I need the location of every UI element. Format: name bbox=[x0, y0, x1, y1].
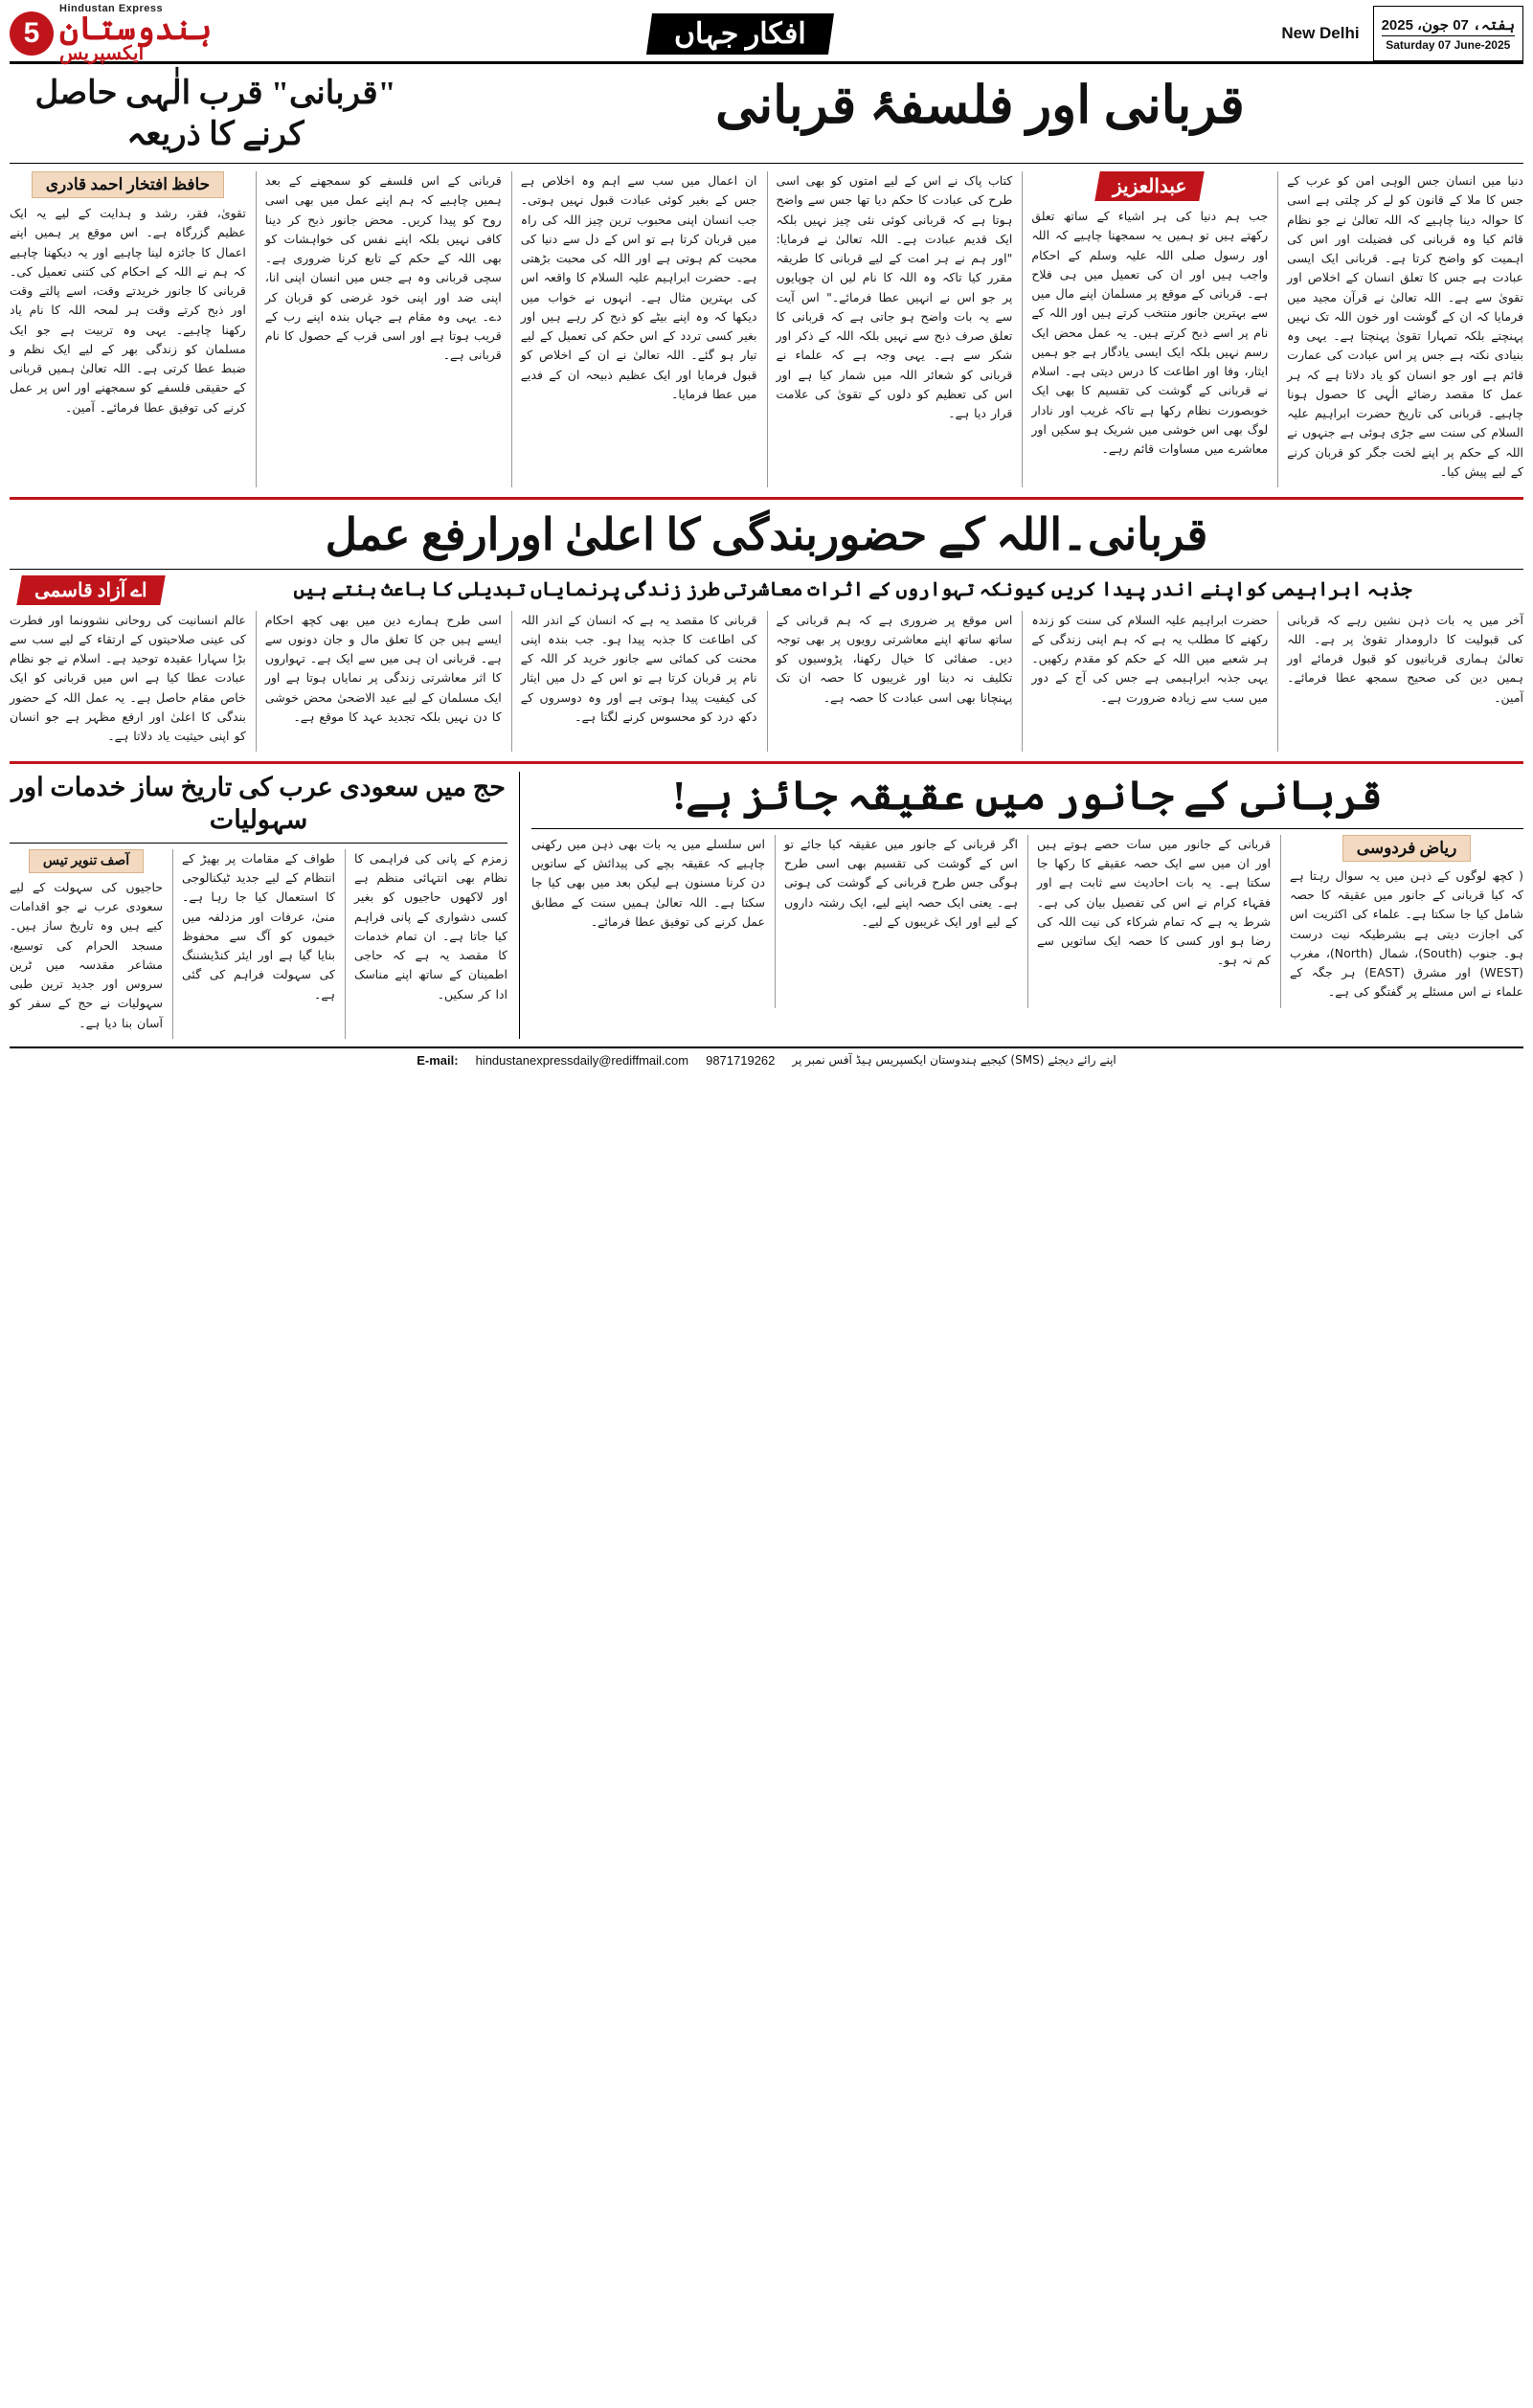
article2-byline: اے آزاد قاسمی bbox=[16, 575, 165, 605]
article-hajj-services bbox=[10, 772, 507, 1039]
article1-byline: عبدالعزیز bbox=[1094, 171, 1205, 201]
article4-column-1 bbox=[345, 849, 507, 1039]
page-footer bbox=[10, 1046, 1523, 1068]
article2-column-6 bbox=[10, 611, 246, 753]
article1-col1-text: دنیا میں انسان جس الوہی امن کو عرب کے جس کا ملا کے قانون کو لے کر چلتی ہے اسی کا حوالہ دینا چاہیے کہ اللہ تعالیٰ نے جو نظام قائم کیا وہ قربانی کی فضیلت اور اس کی اہمیت کو واضح کرتا ہے۔ قربانی ایک ایسی عبادت ہے جس کا تعلق انسان کے اخلاص اور تقویٰ سے ہے۔ اللہ تعالیٰ نے قرآن مجید میں فرمایا کہ ان کے گوشت اور خون اللہ تک نہیں پہنچتے بلکہ تمہارا تقویٰ پہنچتا ہے۔ یہی وہ بنیادی نکتہ ہے جس پر اس عبادت کی عمارت قائم ہے اور جو انسان کو یاد دلاتا ہے کہ ہر عمل کا مقصد رضائے الٰہی کا حصول ہونا چاہیے۔ قربانی کی تاریخ حضرت ابراہیم علیہ السلام کی سنت سے جڑی ہوئی ہے جنہوں نے اللہ کے حکم پر اپنے لخت جگر کو قربان کرنے کے لیے پیش کیا۔ bbox=[1287, 173, 1523, 479]
article4-column-3 bbox=[10, 849, 163, 1039]
masthead-right bbox=[10, 2, 213, 65]
article1-col6-text: تقویٰ، فقر، رشد و ہدایت کے لیے یہ ایک عظیم گزرگاہ ہے۔ اس موقع پر ہمیں اپنے اعمال کا جائزہ لینا چاہیے اور یہ دیکھنا چاہیے کہ ہم نے اللہ کے احکام کی کتنی تعمیل کی۔ قربانی کا جانور خریدتے وقت، اسے پالتے وقت اور ذبح کرتے وقت ہر لمحہ اللہ کا نام یاد رکھنا چاہیے۔ یہی وہ تربیت ہے جو ایک مسلمان کو زندگی بھر کے لیے ایک نظم و ضبط عطا کرتی ہے۔ اللہ تعالیٰ ہمیں قربانی کے حقیقی فلسفے کو سمجھنے اور اس پر عمل کرنے کی توفیق عطا فرمائے۔ آمین۔ bbox=[10, 206, 246, 415]
article-qurbani-philosophy bbox=[10, 74, 1523, 487]
article2-col-b: حضرت ابراہیم علیہ السلام کی سنت کو زندہ رکھنے کا مطلب یہ ہے کہ ہم اپنی زندگی کے ہر شعبے میں اللہ کے حکم کو مقدم رکھیں۔ یہی جذبہ ابراہیمی ہے جس کی آج کے دور میں سب سے زیادہ ضرورت ہے۔ bbox=[1031, 612, 1269, 705]
logo-urdu-line1: ہندوستان bbox=[59, 11, 213, 47]
masthead-left bbox=[1268, 6, 1523, 61]
article3-column-3 bbox=[775, 835, 1018, 1008]
article3-byline: ریاض فردوسی bbox=[1342, 835, 1472, 862]
newspaper-page bbox=[0, 2, 1533, 2408]
article2-column-1 bbox=[1277, 611, 1523, 753]
article2-col-f: عالم انسانیت کی روحانی نشوونما اور فطرت کی عینی صلاحیتوں کے ارتقاء کے لیے سب سے بڑا سہارا عقیدہ توحید ہے۔ اسلام نے جو نظام عبادت عطا کیا ہے اس میں قربانی کو ایک خاص مقام حاصل ہے۔ یہ عمل اللہ کے حضور بندگی کا اعلیٰ اور ارفع مظہر ہے جو انسان کو اپنی حیثیت یاد دلاتا ہے۔ bbox=[10, 612, 246, 743]
article2-column-5 bbox=[256, 611, 502, 753]
city-label: New Delhi bbox=[1281, 24, 1360, 42]
article3-column-1 bbox=[1280, 835, 1523, 1008]
article2-column-2 bbox=[1022, 611, 1268, 753]
article1-column-6 bbox=[10, 171, 246, 487]
article4-col3-text: زمزم کے پانی کی فراہمی کا نظام بھی انتہائی منظم ہے اور لاکھوں حاجیوں کو بغیر کسی دشواری کے پانی فراہم کیا جاتا ہے۔ ان تمام خدمات کا مقصد یہ ہے کہ حاجی اطمینان کے ساتھ اپنے مناسک ادا کر سکیں۔ bbox=[354, 850, 507, 1001]
article2-col-d: قربانی کا مقصد یہ ہے کہ انسان کے اندر اللہ کی اطاعت کا جذبہ پیدا ہو۔ جب بندہ اپنی محنت کی کمائی سے جانور خرید کر اللہ کے نام پر قربان کرتا ہے تو اس کے دل میں ایثار کی کیفیت پیدا ہوتی ہے اور وہ دوسروں کے دکھ درد کو محسوس کرنے لگتا ہے۔ bbox=[520, 612, 757, 724]
article4-byline: آصف تنویر تیس bbox=[29, 849, 144, 873]
article2-col-e: اسی طرح ہمارے دین میں بھی کچھ احکام ایسے ہیں جن کا تعلق مال و جان دونوں سے ہے۔ قربانی ان ہی میں سے ایک ہے۔ تہواروں کا اثر معاشرتی زندگی پر نمایاں ہوتا ہے اور ایک مسلمان کے لیے عید الاضحیٰ محض خوشی کا دن نہیں بلکہ تجدید عہد کا موقع ہے۔ bbox=[264, 612, 502, 724]
article4-headline: حج میں سعودی عرب کی تاریخ ساز خدمات اور سہولیات bbox=[11, 773, 506, 834]
masthead-center bbox=[212, 6, 1268, 61]
article2-subhead: جذبہ ابراہیمی کواپنے اندر پیدا کریں کیونکہ تہواروں کے اثرات معاشرتی طرز زندگی پرنمایاں تبدیلی کا باعث بنتے ہیں bbox=[293, 579, 1412, 600]
article4-col1-text: حاجیوں کی سہولت کے لیے سعودی عرب نے جو اقدامات کیے ہیں وہ تاریخ ساز ہیں۔ مسجد الحرام کی توسیع، مشاعر مقدسہ میں ٹرین سروس اور جدید ترین طبی سہولیات نے حج کے سفر کو آسان بنا دیا ہے۔ bbox=[10, 879, 163, 1030]
article1-col5-text: قربانی کے اس فلسفے کو سمجھنے کے بعد ہمیں چاہیے کہ ہم اپنے عمل میں بھی اسی روح کو پیدا کریں۔ محض جانور ذبح کر دینا کافی نہیں بلکہ اپنے نفس کی خواہشات کو بھی اللہ کے حکم کے تابع کرنا ضروری ہے۔ سچی قربانی وہ ہے جس میں انسان اپنی انا، اپنی ضد اور اپنی خود غرضی کو قربان کر دے۔ یہی وہ مقام ہے جہاں بندہ اپنے رب کے قریب ہوتا ہے اور اسی قرب کے حصول کا نام قربانی ہے۔ bbox=[264, 173, 502, 363]
article1-column-3 bbox=[767, 171, 1013, 487]
article2-column-4 bbox=[511, 611, 757, 753]
article1-col4-text: ان اعمال میں سب سے اہم وہ اخلاص ہے جس کے بغیر کوئی عبادت قبول نہیں ہوتی۔ جب انسان اپنی محبوب ترین چیز اللہ کی راہ میں قربان کرتا ہے تو اس کے دل سے دنیا کی محبت کم ہوتی ہے اور اللہ کی محبت بڑھتی ہے۔ حضرت ابراہیم علیہ السلام کا واقعہ اس کی بہترین مثال ہے۔ انہوں نے خواب میں دیکھا کہ وہ اپنے بیٹے کو ذبح کر رہے ہیں اور بغیر کسی تردد کے اس حکم کی تعمیل کے لیے تیار ہو گئے۔ اللہ تعالیٰ نے ان کے اخلاص کو قبول فرمایا اور ایک عظیم ذبیحہ ان کے فدیے میں عطا فرمایا۔ bbox=[520, 173, 757, 401]
email-address[interactable]: hindustanexpressdaily@rediffmail.com bbox=[475, 1052, 689, 1068]
article3-col4-text: اس سلسلے میں یہ بات بھی ذہن میں رکھنی چاہیے کہ عقیقہ بچے کی پیدائش کے ساتویں دن کرنا مسنون ہے لیکن بعد میں بھی کیا جا سکتا ہے۔ اللہ تعالیٰ ہمیں سنت کے مطابق عمل کرنے کی توفیق عطا فرمائے۔ bbox=[531, 836, 765, 929]
article2-column-3 bbox=[767, 611, 1013, 753]
article3-col3-text: اگر قربانی کے جانور میں عقیقہ کیا جائے تو اس کے گوشت کی تقسیم بھی اسی طرح ہوگی جس طرح قربانی کے گوشت کی ہوتی ہے۔ یعنی ایک حصہ اپنے لیے، ایک رشتہ داروں کے لیے اور ایک غریبوں کے لیے۔ bbox=[784, 836, 1018, 929]
phone-number: 9871719262 bbox=[706, 1052, 776, 1068]
article1-column-4 bbox=[511, 171, 757, 487]
article1-column-2 bbox=[1022, 171, 1268, 487]
article3-col2-text: قربانی کے جانور میں سات حصے ہوتے ہیں اور ان میں سے ایک حصہ عقیقے کا رکھا جا سکتا ہے۔ یہ بات احادیث سے ثابت ہے اور فقہاء کرام نے اس کی تفصیل بیان کی ہے۔ شرط یہ ہے کہ تمام شرکاء کی نیت اللہ کی رضا ہو اور کسی کا حصہ ایک ساتویں سے کم نہ ہو۔ bbox=[1037, 836, 1271, 968]
date-urdu: ہفتہ، 07 جون، 2025 bbox=[1381, 16, 1515, 34]
masthead bbox=[10, 2, 1523, 65]
article1-column-1 bbox=[1277, 171, 1523, 487]
article-aqiqah bbox=[531, 772, 1523, 1039]
article1-byline-2: حافظ افتخار احمد قادری bbox=[32, 171, 224, 198]
article3-col1-text: ( کچھ لوگوں کے ذہن میں یہ سوال رہتا ہے کہ کیا قربانی کے جانور میں عقیقہ کا حصہ شامل کیا جا سکتا ہے۔ علماء کی اکثریت اس کی اجازت دیتی ہے بشرطیکہ نیت درست ہو۔ جنوب (South)، شمال (North)، مغرب (WEST) اور مشرق (EAST) ہر جگہ کے علماء نے اس مسئلے پر گفتگو کی ہے۔ bbox=[1290, 867, 1524, 1000]
page-number-badge: 5 bbox=[10, 11, 54, 56]
column-divider bbox=[519, 772, 520, 1039]
article1-headline: قربانی اور فلسفۂ قربانی bbox=[715, 77, 1245, 134]
article1-col2-text: جب ہم دنیا کی ہر اشیاء کے ساتھ تعلق رکھتے ہیں تو ہمیں یہ سمجھنا چاہیے کہ اللہ اور رسول صلی اللہ علیہ وسلم کے احکام واجب ہیں اور ان کی تعمیل میں ہی فلاح ہے۔ قربانی کے موقع پر مسلمان اپنے مال میں سے بہترین جانور منتخب کرتے ہیں اور اللہ کے نام پر اسے ذبح کرتے ہیں۔ یہ عمل محض ایک رسم نہیں بلکہ ایک ایسی یادگار ہے جو ہمیں ایثار، وفا اور اطاعت کا درس دیتی ہے۔ اسلام نے قربانی کے گوشت کی تقسیم کا بھی ایک خوبصورت نظام رکھا ہے تاکہ غریب اور نادار لوگ بھی اس خوشی میں شریک ہو سکیں اور معاشرے میں مساوات قائم رہے۔ bbox=[1031, 209, 1269, 456]
article3-column-4 bbox=[531, 835, 765, 1008]
date-english: Saturday 07 June-2025 bbox=[1382, 35, 1515, 52]
article2-headline: قربانی۔اللہ کے حضوربندگی کا اعلیٰ اورارفع عمل bbox=[325, 510, 1208, 559]
article2-col-a: آخر میں یہ بات ذہن نشین رہے کہ قربانی کی قبولیت کا دارومدار تقویٰ پر ہے۔ اللہ تعالیٰ ہماری قربانیوں کو قبول فرمائے اور ہمیں دین کی صحیح سمجھ عطا فرمائے۔ آمین۔ bbox=[1287, 612, 1523, 705]
article4-col2-text: طواف کے مقامات پر بھیڑ کے انتظام کے لیے جدید ٹیکنالوجی کا استعمال کیا جا رہا ہے۔ منیٰ، عرفات اور مزدلفہ میں خیموں کو آگ سے محفوظ بنایا گیا ہے اور ایئر کنڈیشننگ کی سہولت فراہم کی گئی ہے۔ bbox=[182, 850, 335, 1001]
article1-subhead: "قربانی" قرب الٰہی حاصل کرنے کا ذریعہ bbox=[34, 76, 396, 152]
article4-column-2 bbox=[172, 849, 335, 1039]
email-label: E-mail: bbox=[417, 1052, 459, 1068]
sms-note: اپنے رائے دیجئے (SMS) کیجیے ہندوستان ایکسپریس ہیڈ آفس نمبر پر bbox=[792, 1053, 1116, 1068]
article1-column-5 bbox=[256, 171, 502, 487]
article-qurbani-bandagi bbox=[10, 507, 1523, 752]
article3-headline: قربانی کے جانور میں عقیقہ جائز ہے! bbox=[672, 775, 1383, 820]
section-title-plate bbox=[646, 13, 834, 55]
section-title: افکار جہاں bbox=[674, 17, 806, 50]
article1-col3-text: کتاب پاک نے اس کے لیے امتوں کو بھی اسی طرح کی عبادت کا حکم دیا تھا جس سے واضح ہوتا ہے کہ قربانی کوئی نئی چیز نہیں بلکہ ایک قدیم عبادت ہے۔ اللہ تعالیٰ نے فرمایا: "اور ہم نے ہر امت کے لیے قربانی کا طریقہ مقرر کیا تاکہ وہ اللہ کا نام لیں ان چوپایوں پر جو اس نے انہیں عطا فرمائے۔" اس آیت سے یہ بات واضح ہو جاتی ہے کہ قربانی کا تعلق صرف ذبح سے نہیں بلکہ اللہ کے ذکر اور شکر سے ہے۔ یہی وجہ ہے کہ علماء نے قربانی کو شعائر اللہ میں شمار کیا ہے اور اس کی تعظیم کو دلوں کے تقویٰ کی علامت قرار دیا ہے۔ bbox=[776, 173, 1013, 420]
article3-column-2 bbox=[1027, 835, 1271, 1008]
logo-english: Hindustan Express bbox=[59, 2, 164, 14]
logo-urdu-line2: ایکسپریس bbox=[59, 43, 145, 65]
date-box bbox=[1373, 6, 1523, 61]
article2-col-c: اس موقع پر ضروری ہے کہ ہم قربانی کے ساتھ ساتھ اپنے معاشرتی رویوں پر بھی توجہ دیں۔ صفائی کا خیال رکھنا، پڑوسیوں کو تکلیف نہ دینا اور غریبوں کا حصہ ان تک پہنچانا بھی اسی عبادت کا حصہ ہے۔ bbox=[776, 612, 1013, 705]
newspaper-logo bbox=[59, 4, 212, 63]
